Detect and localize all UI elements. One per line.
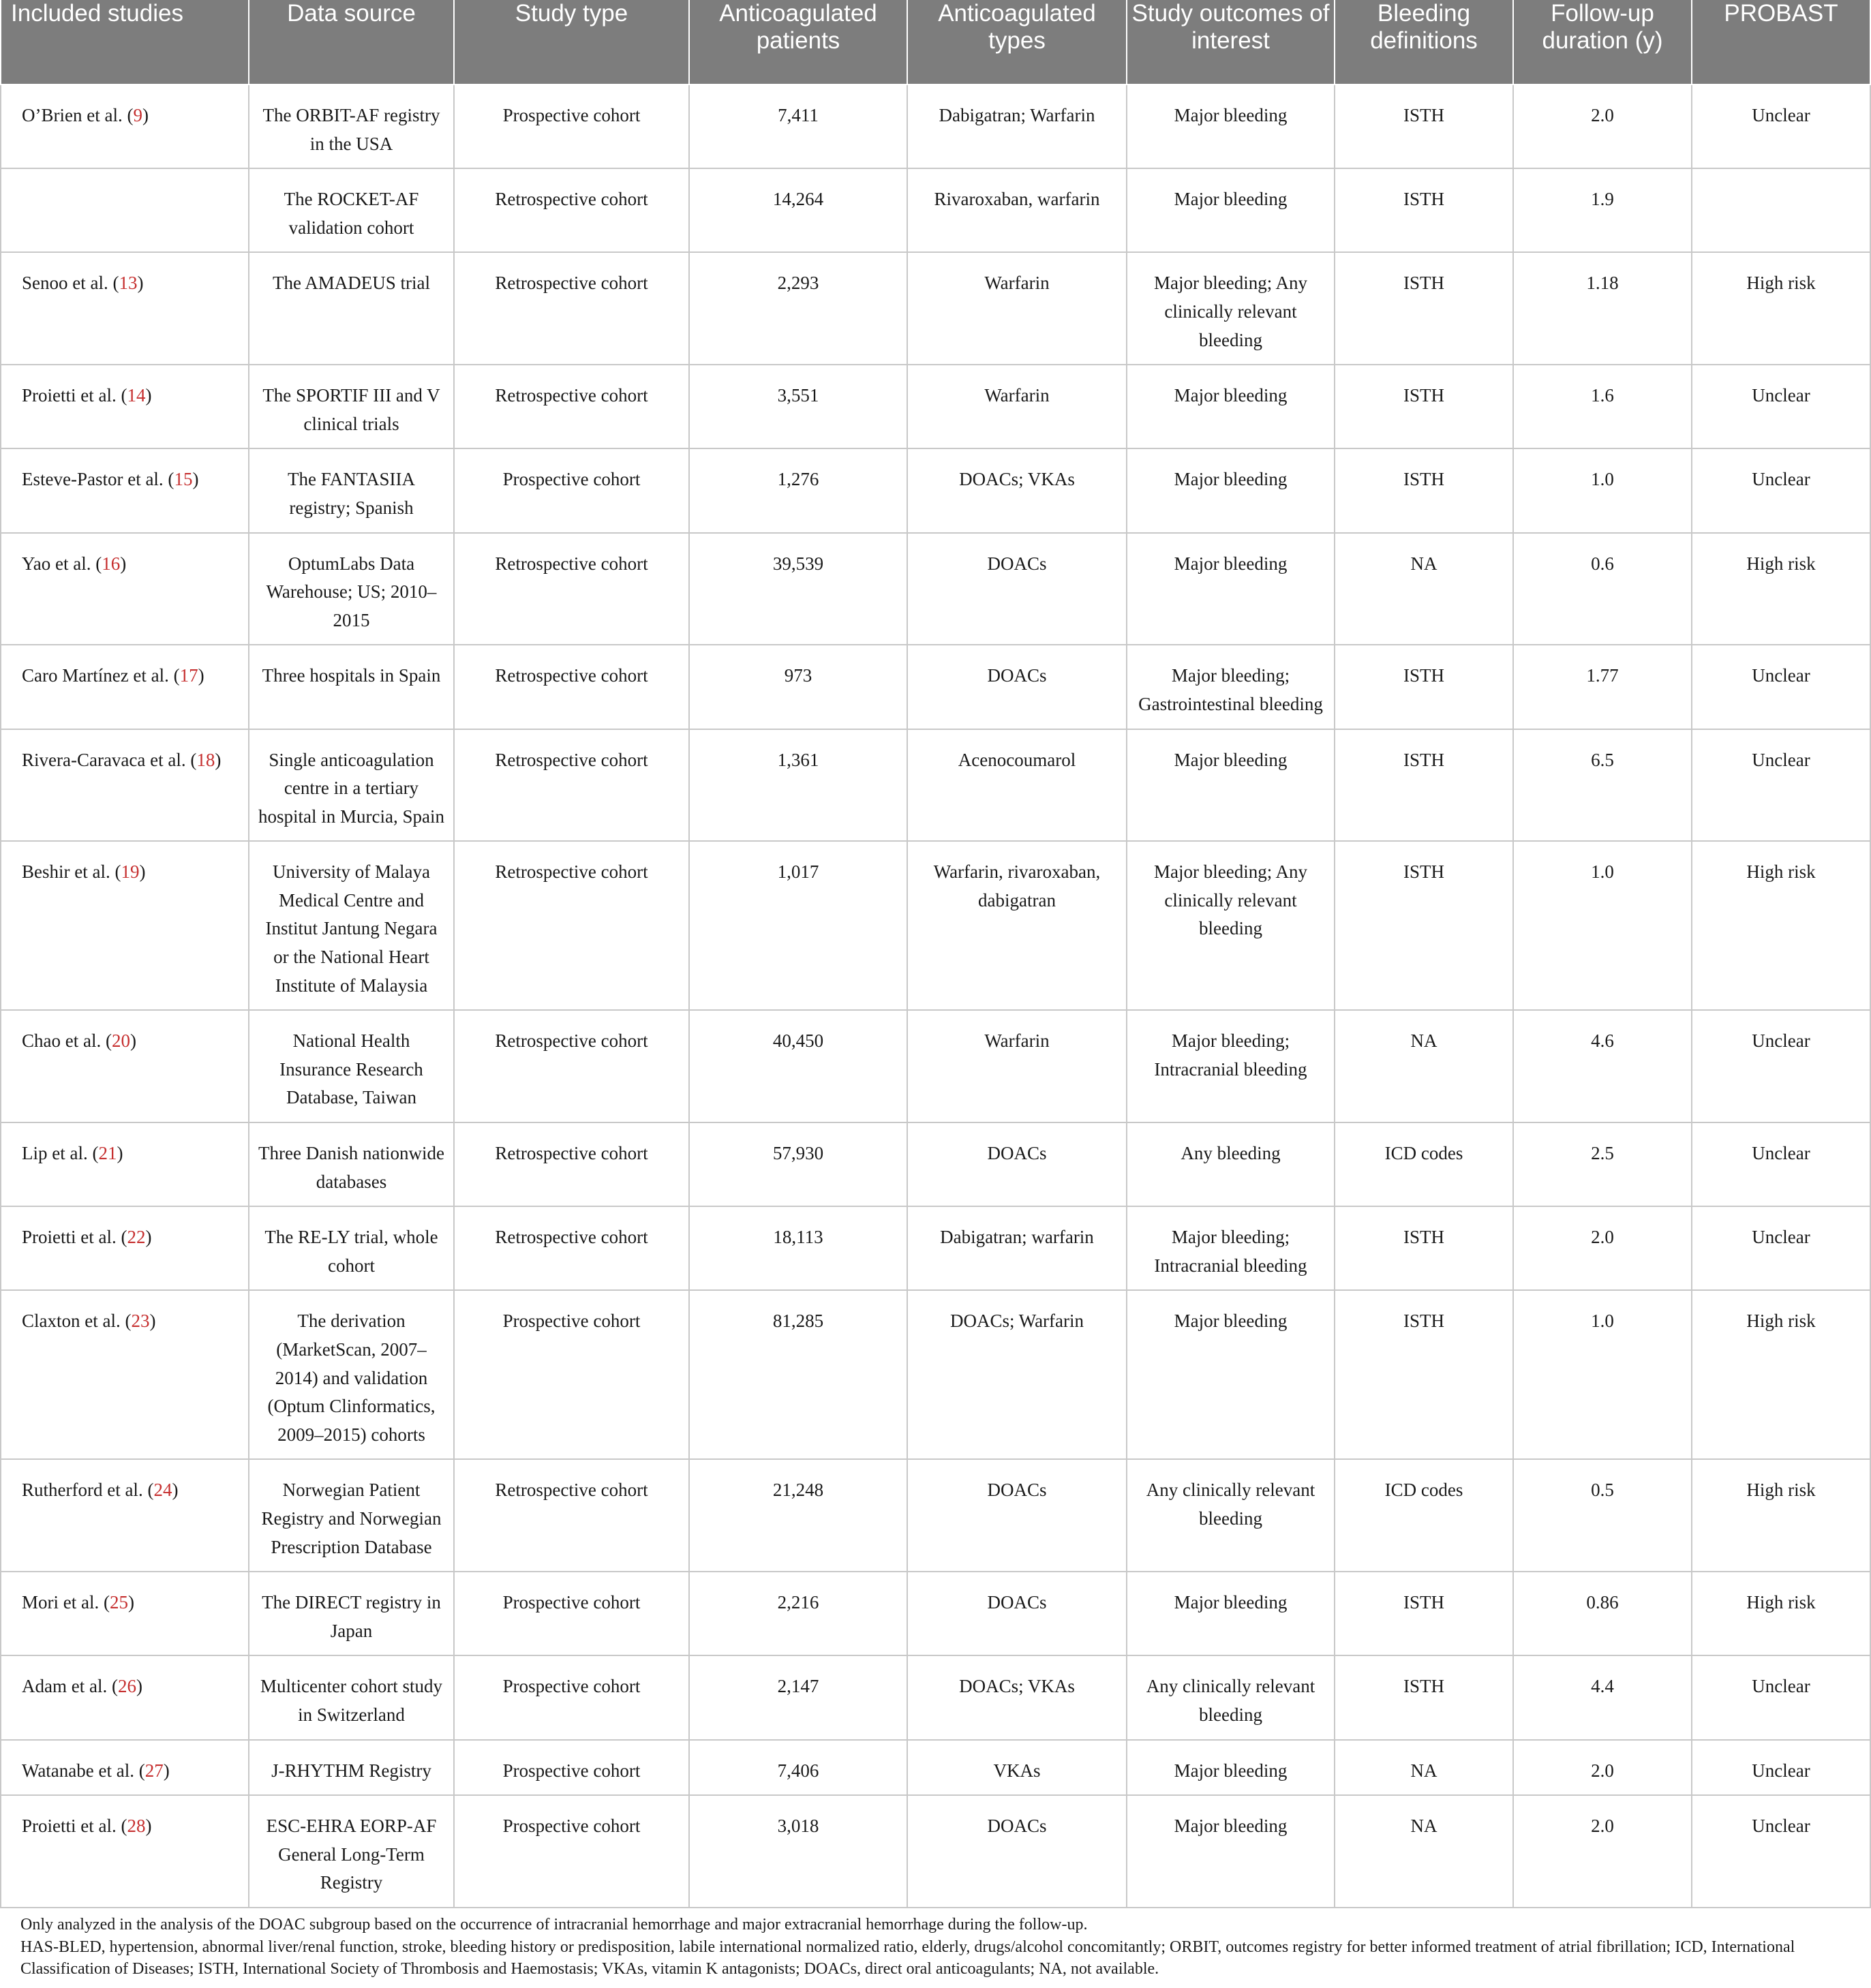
reference-link[interactable]: 14: [127, 385, 146, 406]
follow-up-cell: 2.0: [1513, 85, 1692, 168]
study-cell: Senoo et al. (13): [1, 252, 249, 365]
probast-cell: Unclear: [1692, 448, 1870, 532]
bleeding-definition-cell: ICD codes: [1335, 1122, 1513, 1206]
probast-cell: Unclear: [1692, 1206, 1870, 1290]
probast-cell: Unclear: [1692, 365, 1870, 448]
patients-cell: 14,264: [689, 168, 907, 252]
study-cell: Rutherford et al. (24): [1, 1459, 249, 1572]
anticoagulant-types-cell: DOACs; VKAs: [907, 1655, 1127, 1739]
bleeding-definition-cell: ISTH: [1335, 645, 1513, 729]
outcomes-cell: Major bleeding; Any clinically relevant bleeding: [1127, 252, 1335, 365]
follow-up-cell: 1.9: [1513, 168, 1692, 252]
table-row: [1, 1122, 1870, 1206]
table-row: [1, 1206, 1870, 1290]
patients-cell: 1,361: [689, 729, 907, 842]
study-cell: Yao et al. (16): [1, 533, 249, 645]
anticoagulant-types-cell: DOACs; Warfarin: [907, 1290, 1127, 1459]
patients-cell: 3,018: [689, 1795, 907, 1908]
study-type-cell: Retrospective cohort: [454, 252, 689, 365]
data-source-cell: Three hospitals in Spain: [249, 645, 454, 729]
patients-cell: 2,216: [689, 1572, 907, 1655]
study-type-cell: Retrospective cohort: [454, 1010, 689, 1122]
header-probast: PROBAST: [1692, 0, 1870, 85]
anticoagulant-types-cell: Rivaroxaban, warfarin: [907, 168, 1127, 252]
study-name: Chao et al. (: [22, 1030, 112, 1052]
table-row: [1, 1655, 1870, 1739]
probast-cell: High risk: [1692, 1572, 1870, 1655]
study-type-cell: Retrospective cohort: [454, 1459, 689, 1572]
table-row: [1, 533, 1870, 645]
bleeding-definition-cell: NA: [1335, 1010, 1513, 1122]
follow-up-cell: 2.0: [1513, 1206, 1692, 1290]
footnote-abbreviations: HAS-BLED, hypertension, abnormal liver/renal function, stroke, bleeding history or predisposition, labile international normalized ratio, elderly, drugs/alcohol concomitantly; ORBIT, outcomes registry for better informed treatment of atrial fibrillation; ICD, International Classification of Diseases; ISTH, International Society of Thrombosis and Haemostasis; VKAs, vitamin K antagonists; DOACs, direct oral anticoagulants; NA, not available.: [20, 1938, 1795, 1978]
outcomes-cell: Major bleeding: [1127, 729, 1335, 842]
table-row: [1, 1740, 1870, 1796]
bleeding-definition-cell: ISTH: [1335, 85, 1513, 168]
bleeding-definition-cell: ISTH: [1335, 1290, 1513, 1459]
header-study-type: Study type: [454, 0, 689, 85]
data-source-cell: ESC-EHRA EORP-AF General Long-Term Registry: [249, 1795, 454, 1908]
study-type-cell: Retrospective cohort: [454, 645, 689, 729]
follow-up-cell: 0.6: [1513, 533, 1692, 645]
table-row: [1, 85, 1870, 168]
anticoagulant-types-cell: VKAs: [907, 1740, 1127, 1796]
follow-up-cell: 1.0: [1513, 448, 1692, 532]
follow-up-cell: 0.5: [1513, 1459, 1692, 1572]
study-type-cell: Prospective cohort: [454, 1655, 689, 1739]
reference-link[interactable]: 15: [174, 469, 193, 490]
patients-cell: 2,147: [689, 1655, 907, 1739]
bleeding-definition-cell: ICD codes: [1335, 1459, 1513, 1572]
probast-cell: High risk: [1692, 841, 1870, 1010]
anticoagulant-types-cell: Warfarin: [907, 252, 1127, 365]
anticoagulant-types-cell: DOACs: [907, 1572, 1127, 1655]
study-type-cell: Prospective cohort: [454, 1290, 689, 1459]
study-name: Proietti et al. (: [22, 1816, 127, 1837]
follow-up-cell: 1.6: [1513, 365, 1692, 448]
anticoagulant-types-cell: Acenocoumarol: [907, 729, 1127, 842]
reference-link[interactable]: 18: [196, 749, 215, 770]
data-source-cell: Multicenter cohort study in Switzerland: [249, 1655, 454, 1739]
anticoagulant-types-cell: Dabigatran; warfarin: [907, 1206, 1127, 1290]
reference-link[interactable]: 13: [119, 273, 138, 294]
probast-cell: Unclear: [1692, 1010, 1870, 1122]
bleeding-definition-cell: ISTH: [1335, 729, 1513, 842]
anticoagulant-types-cell: Dabigatran; Warfarin: [907, 85, 1127, 168]
reference-link[interactable]: 22: [127, 1227, 146, 1248]
anticoagulant-types-cell: Warfarin: [907, 365, 1127, 448]
bleeding-definition-cell: ISTH: [1335, 1655, 1513, 1739]
patients-cell: 21,248: [689, 1459, 907, 1572]
study-name: Lip et al. (: [22, 1143, 99, 1164]
probast-cell: Unclear: [1692, 645, 1870, 729]
data-source-cell: The SPORTIF III and V clinical trials: [249, 365, 454, 448]
bleeding-definition-cell: ISTH: [1335, 252, 1513, 365]
study-type-cell: Retrospective cohort: [454, 729, 689, 842]
patients-cell: 973: [689, 645, 907, 729]
table-row: [1, 841, 1870, 1010]
study-cell: Mori et al. (25): [1, 1572, 249, 1655]
reference-link[interactable]: 21: [98, 1143, 117, 1164]
table-row: [1, 448, 1870, 532]
data-source-cell: Norwegian Patient Registry and Norwegian Prescription Database: [249, 1459, 454, 1572]
reference-link[interactable]: 25: [109, 1592, 128, 1613]
follow-up-cell: 0.86: [1513, 1572, 1692, 1655]
outcomes-cell: Major bleeding; Intracranial bleeding: [1127, 1010, 1335, 1122]
header-study-outcomes: Study outcomes of interest: [1127, 0, 1335, 85]
probast-cell: Unclear: [1692, 729, 1870, 842]
study-cell: Proietti et al. (14): [1, 365, 249, 448]
anticoagulant-types-cell: DOACs: [907, 1795, 1127, 1908]
data-source-cell: The ROCKET-AF validation cohort: [249, 168, 454, 252]
outcomes-cell: Any clinically relevant bleeding: [1127, 1459, 1335, 1572]
follow-up-cell: 4.6: [1513, 1010, 1692, 1122]
reference-link[interactable]: 28: [127, 1816, 146, 1837]
study-cell: Proietti et al. (22): [1, 1206, 249, 1290]
anticoagulant-types-cell: DOACs: [907, 645, 1127, 729]
follow-up-cell: 1.0: [1513, 1290, 1692, 1459]
table-row: [1, 365, 1870, 448]
outcomes-cell: Major bleeding: [1127, 1290, 1335, 1459]
patients-cell: 7,411: [689, 85, 907, 168]
study-name: Claxton et al. (: [22, 1311, 132, 1332]
outcomes-cell: Major bleeding: [1127, 1572, 1335, 1655]
study-cell: Adam et al. (26): [1, 1655, 249, 1739]
probast-cell: Unclear: [1692, 1740, 1870, 1796]
table-header-row: [1, 0, 1870, 85]
bleeding-definition-cell: ISTH: [1335, 448, 1513, 532]
footnote-doac-subgroup: Only analyzed in the analysis of the DOAC subgroup based on the occurrence of intracranial hemorrhage and major extracranial hemorrhage during the follow-up.: [20, 1916, 1088, 1933]
study-cell: Caro Martínez et al. (17): [1, 645, 249, 729]
patients-cell: 1,017: [689, 841, 907, 1010]
study-name: Proietti et al. (: [22, 1227, 127, 1248]
outcomes-cell: Major bleeding: [1127, 85, 1335, 168]
anticoagulant-types-cell: Warfarin: [907, 1010, 1127, 1122]
bleeding-definition-cell: ISTH: [1335, 168, 1513, 252]
study-name: Watanabe et al. (: [22, 1760, 145, 1781]
study-type-cell: Prospective cohort: [454, 1740, 689, 1796]
header-data-source: Data source: [249, 0, 454, 85]
data-source-cell: OptumLabs Data Warehouse; US; 2010–2015: [249, 533, 454, 645]
data-source-cell: The DIRECT registry in Japan: [249, 1572, 454, 1655]
probast-cell: High risk: [1692, 1290, 1870, 1459]
outcomes-cell: Major bleeding; Intracranial bleeding: [1127, 1206, 1335, 1290]
bleeding-definition-cell: ISTH: [1335, 841, 1513, 1010]
probast-cell: High risk: [1692, 252, 1870, 365]
study-name: Senoo et al. (: [22, 273, 119, 294]
patients-cell: 40,450: [689, 1010, 907, 1122]
header-follow-up-duration: Follow-up duration (y): [1513, 0, 1692, 85]
table-row: [1, 729, 1870, 842]
data-source-cell: The RE-LY trial, whole cohort: [249, 1206, 454, 1290]
reference-link[interactable]: 27: [144, 1760, 164, 1781]
anticoagulant-types-cell: Warfarin, rivaroxaban, dabigatran: [907, 841, 1127, 1010]
study-name: Mori et al. (: [22, 1592, 110, 1613]
table-footnotes: [20, 1914, 1861, 1981]
study-name: Adam et al. (: [22, 1676, 118, 1697]
probast-cell: Unclear: [1692, 1122, 1870, 1206]
header-anticoagulated-patients: Anticoagulated patients: [689, 0, 907, 85]
table-row: [1, 645, 1870, 729]
follow-up-cell: 2.0: [1513, 1795, 1692, 1908]
study-cell: Watanabe et al. (27): [1, 1740, 249, 1796]
table-row: [1, 1010, 1870, 1122]
study-cell: Claxton et al. (23): [1, 1290, 249, 1459]
study-type-cell: Retrospective cohort: [454, 168, 689, 252]
outcomes-cell: Any bleeding: [1127, 1122, 1335, 1206]
data-source-cell: National Health Insurance Research Database, Taiwan: [249, 1010, 454, 1122]
probast-cell: [1692, 168, 1870, 252]
probast-cell: High risk: [1692, 1459, 1870, 1572]
data-source-cell: Single anticoagulation centre in a tertiary hospital in Murcia, Spain: [249, 729, 454, 842]
study-name: Rutherford et al. (: [22, 1480, 154, 1501]
outcomes-cell: Any clinically relevant bleeding: [1127, 1655, 1335, 1739]
probast-cell: High risk: [1692, 533, 1870, 645]
probast-cell: Unclear: [1692, 85, 1870, 168]
reference-link[interactable]: 24: [153, 1480, 172, 1501]
data-source-cell: The derivation (MarketScan, 2007–2014) and validation (Optum Clinformatics, 2009–2015) cohorts: [249, 1290, 454, 1459]
reference-link[interactable]: 17: [179, 665, 198, 686]
anticoagulant-types-cell: DOACs: [907, 1122, 1127, 1206]
study-name: Esteve-Pastor et al. (: [22, 469, 174, 490]
data-source-cell: Three Danish nationwide databases: [249, 1122, 454, 1206]
outcomes-cell: Major bleeding; Gastrointestinal bleeding: [1127, 645, 1335, 729]
reference-link[interactable]: 23: [131, 1311, 150, 1332]
header-bleeding-definitions: Bleeding definitions: [1335, 0, 1513, 85]
table-body: [1, 85, 1870, 1908]
follow-up-cell: 1.0: [1513, 841, 1692, 1010]
bleeding-definition-cell: ISTH: [1335, 1206, 1513, 1290]
study-name: Rivera-Caravaca et al. (: [22, 749, 197, 770]
study-cell: [1, 168, 249, 252]
study-name: Beshir et al. (: [22, 861, 121, 883]
study-type-cell: Retrospective cohort: [454, 365, 689, 448]
table-row: [1, 1572, 1870, 1655]
study-cell: Rivera-Caravaca et al. (18): [1, 729, 249, 842]
follow-up-cell: 2.5: [1513, 1122, 1692, 1206]
study-type-cell: Prospective cohort: [454, 85, 689, 168]
study-name: Caro Martínez et al. (: [22, 665, 180, 686]
data-source-cell: The AMADEUS trial: [249, 252, 454, 365]
outcomes-cell: Major bleeding: [1127, 365, 1335, 448]
table-row: [1, 1459, 1870, 1572]
study-cell: Lip et al. (21): [1, 1122, 249, 1206]
probast-cell: Unclear: [1692, 1795, 1870, 1908]
study-type-cell: Prospective cohort: [454, 1572, 689, 1655]
data-source-cell: University of Malaya Medical Centre and Institut Jantung Negara or the National Heart Institute of Malaysia: [249, 841, 454, 1010]
reference-link[interactable]: 26: [117, 1676, 136, 1697]
table-row: [1, 252, 1870, 365]
study-cell: Esteve-Pastor et al. (15): [1, 448, 249, 532]
outcomes-cell: Major bleeding: [1127, 168, 1335, 252]
outcomes-cell: Major bleeding; Any clinically relevant bleeding: [1127, 841, 1335, 1010]
study-cell: Beshir et al. (19): [1, 841, 249, 1010]
patients-cell: 2,293: [689, 252, 907, 365]
probast-cell: Unclear: [1692, 1655, 1870, 1739]
table-row: [1, 168, 1870, 252]
header-anticoagulated-types: Anticoagulated types: [907, 0, 1127, 85]
study-type-cell: Prospective cohort: [454, 448, 689, 532]
patients-cell: 57,930: [689, 1122, 907, 1206]
bleeding-definition-cell: ISTH: [1335, 1572, 1513, 1655]
bleeding-definition-cell: NA: [1335, 1795, 1513, 1908]
study-cell: Proietti et al. (28): [1, 1795, 249, 1908]
data-source-cell: J-RHYTHM Registry: [249, 1740, 454, 1796]
follow-up-cell: 1.77: [1513, 645, 1692, 729]
reference-link[interactable]: 16: [102, 553, 121, 574]
follow-up-cell: 6.5: [1513, 729, 1692, 842]
outcomes-cell: Major bleeding: [1127, 448, 1335, 532]
patients-cell: 81,285: [689, 1290, 907, 1459]
outcomes-cell: Major bleeding: [1127, 533, 1335, 645]
bleeding-definition-cell: NA: [1335, 533, 1513, 645]
table-row: [1, 1795, 1870, 1908]
study-type-cell: Retrospective cohort: [454, 1122, 689, 1206]
patients-cell: 7,406: [689, 1740, 907, 1796]
study-type-cell: Retrospective cohort: [454, 533, 689, 645]
follow-up-cell: 4.4: [1513, 1655, 1692, 1739]
study-type-cell: Prospective cohort: [454, 1795, 689, 1908]
follow-up-cell: 2.0: [1513, 1740, 1692, 1796]
anticoagulant-types-cell: DOACs: [907, 533, 1127, 645]
reference-link[interactable]: 9: [133, 105, 142, 125]
header-included-studies: Included studies: [1, 0, 249, 85]
patients-cell: 18,113: [689, 1206, 907, 1290]
patients-cell: 39,539: [689, 533, 907, 645]
bleeding-definition-cell: NA: [1335, 1740, 1513, 1796]
data-source-cell: The ORBIT-AF registry in the USA: [249, 85, 454, 168]
reference-link[interactable]: 20: [111, 1030, 130, 1052]
patients-cell: 3,551: [689, 365, 907, 448]
anticoagulant-types-cell: DOACs; VKAs: [907, 448, 1127, 532]
table-row: [1, 1290, 1870, 1459]
reference-link[interactable]: 19: [121, 861, 140, 883]
study-name: O’Brien et al. (: [22, 105, 134, 125]
study-cell: O’Brien et al. (9): [1, 85, 249, 168]
bleeding-definition-cell: ISTH: [1335, 365, 1513, 448]
anticoagulant-types-cell: DOACs: [907, 1459, 1127, 1572]
outcomes-cell: Major bleeding: [1127, 1740, 1335, 1796]
follow-up-cell: 1.18: [1513, 252, 1692, 365]
outcomes-cell: Major bleeding: [1127, 1795, 1335, 1908]
study-cell: Chao et al. (20): [1, 1010, 249, 1122]
data-source-cell: The FANTASIIA registry; Spanish: [249, 448, 454, 532]
study-type-cell: Retrospective cohort: [454, 841, 689, 1010]
study-type-cell: Retrospective cohort: [454, 1206, 689, 1290]
patients-cell: 1,276: [689, 448, 907, 532]
study-name: Yao et al. (: [22, 553, 102, 574]
study-name: Proietti et al. (: [22, 385, 127, 406]
